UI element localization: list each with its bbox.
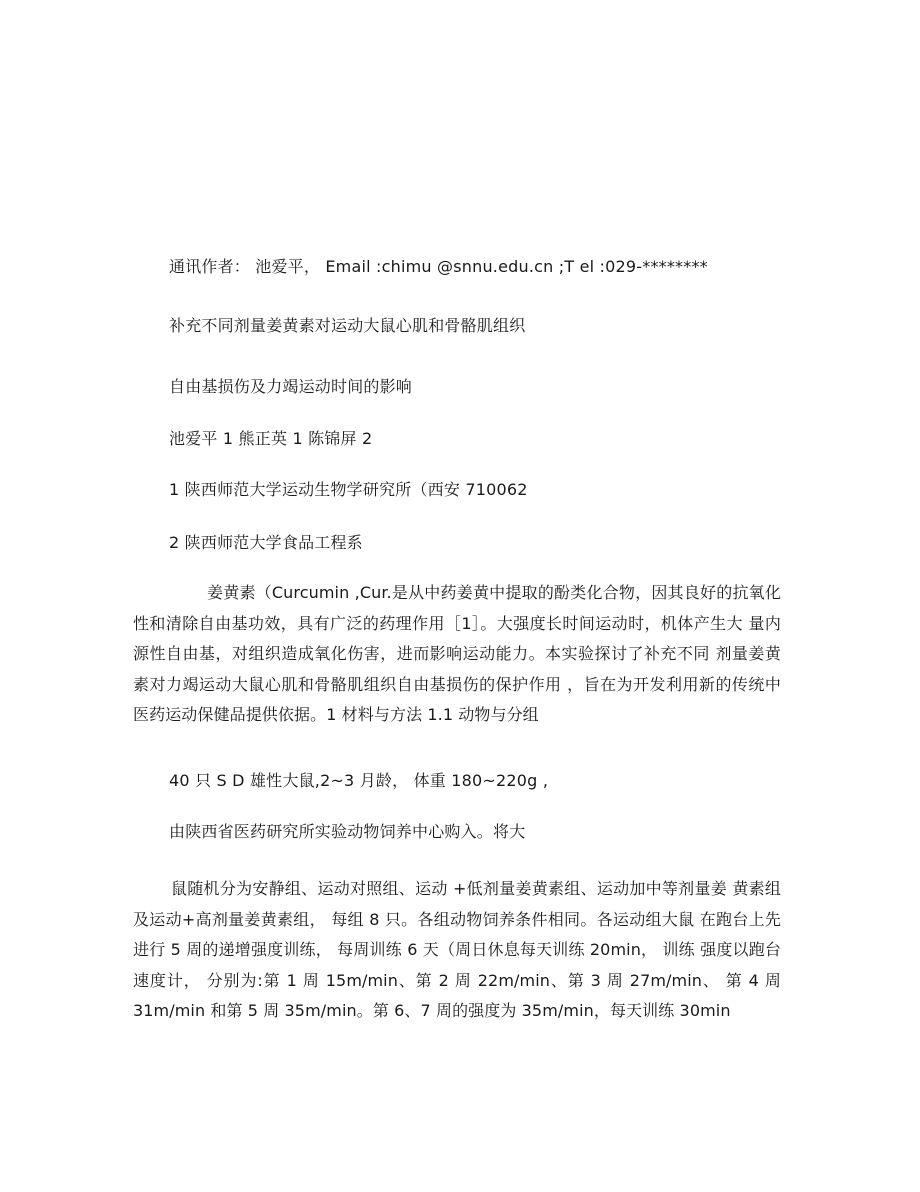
authors-line: 池爱平 1 熊正英 1 陈锦屏 2 bbox=[169, 429, 373, 448]
title-line-2: 自由基损伤及力竭运动时间的影响 bbox=[169, 377, 413, 396]
animals-line: 40 只 S D 雄性大鼠,2~3 月龄， 体重 180~220g , bbox=[169, 771, 549, 790]
purchase-line: 由陕西省医药研究所实验动物饲养中心购入。将大 bbox=[169, 822, 526, 841]
title-line-1: 补充不同剂量姜黄素对运动大鼠心肌和骨骼肌组织 bbox=[169, 316, 526, 335]
method-paragraph: 鼠随机分为安静组、运动对照组、运动 +低剂量姜黄素组、运动加中等剂量姜 黄素组及运动+高剂量姜黄素组， 每组 8 只。各组动物饲养条件相同。各运动组大鼠 在跑台上先进行 5 周的递增强度训练， 每周训练 6 天（周日休息每天训练 20min， 训练 强度以跑台速度计， 分别为:第 1 周 15m/min、第 2 周 22m/min、第 3 周 27m/min、 第 4 周 31m/min 和第 5 周 35m/min。第 6、7 周的强度为 35m/min，每天训练 30min bbox=[133, 879, 781, 1020]
affiliation-2: 2 陕西师范大学食品工程系 bbox=[169, 533, 363, 552]
affiliation-1: 1 陕西师范大学运动生物学研究所（西安 710062 bbox=[169, 480, 528, 499]
correspondence-line: 通讯作者： 池爱平， Email :chimu @snnu.edu.cn ;T el :029-******** bbox=[169, 257, 708, 276]
intro-paragraph: 姜黄素（Curcumin ,Cur.是从中药姜黄中提取的酚类化合物，因其良好的抗氧化性和清除自由基功效，具有广泛的药理作用［1］。大强度长时间运动时，机体产生大 量内源性自由基，对组织造成氧化伤害，进而影响运动能力。本实验探讨了补充不同 剂量姜黄素对力竭运动大鼠心肌和骨骼肌组织自由基损伤的保护作用 ，旨在为开发利用新的传统中医药运动保健品提供依据。1 材料与方法 1.1 动物与分组 bbox=[133, 583, 781, 724]
